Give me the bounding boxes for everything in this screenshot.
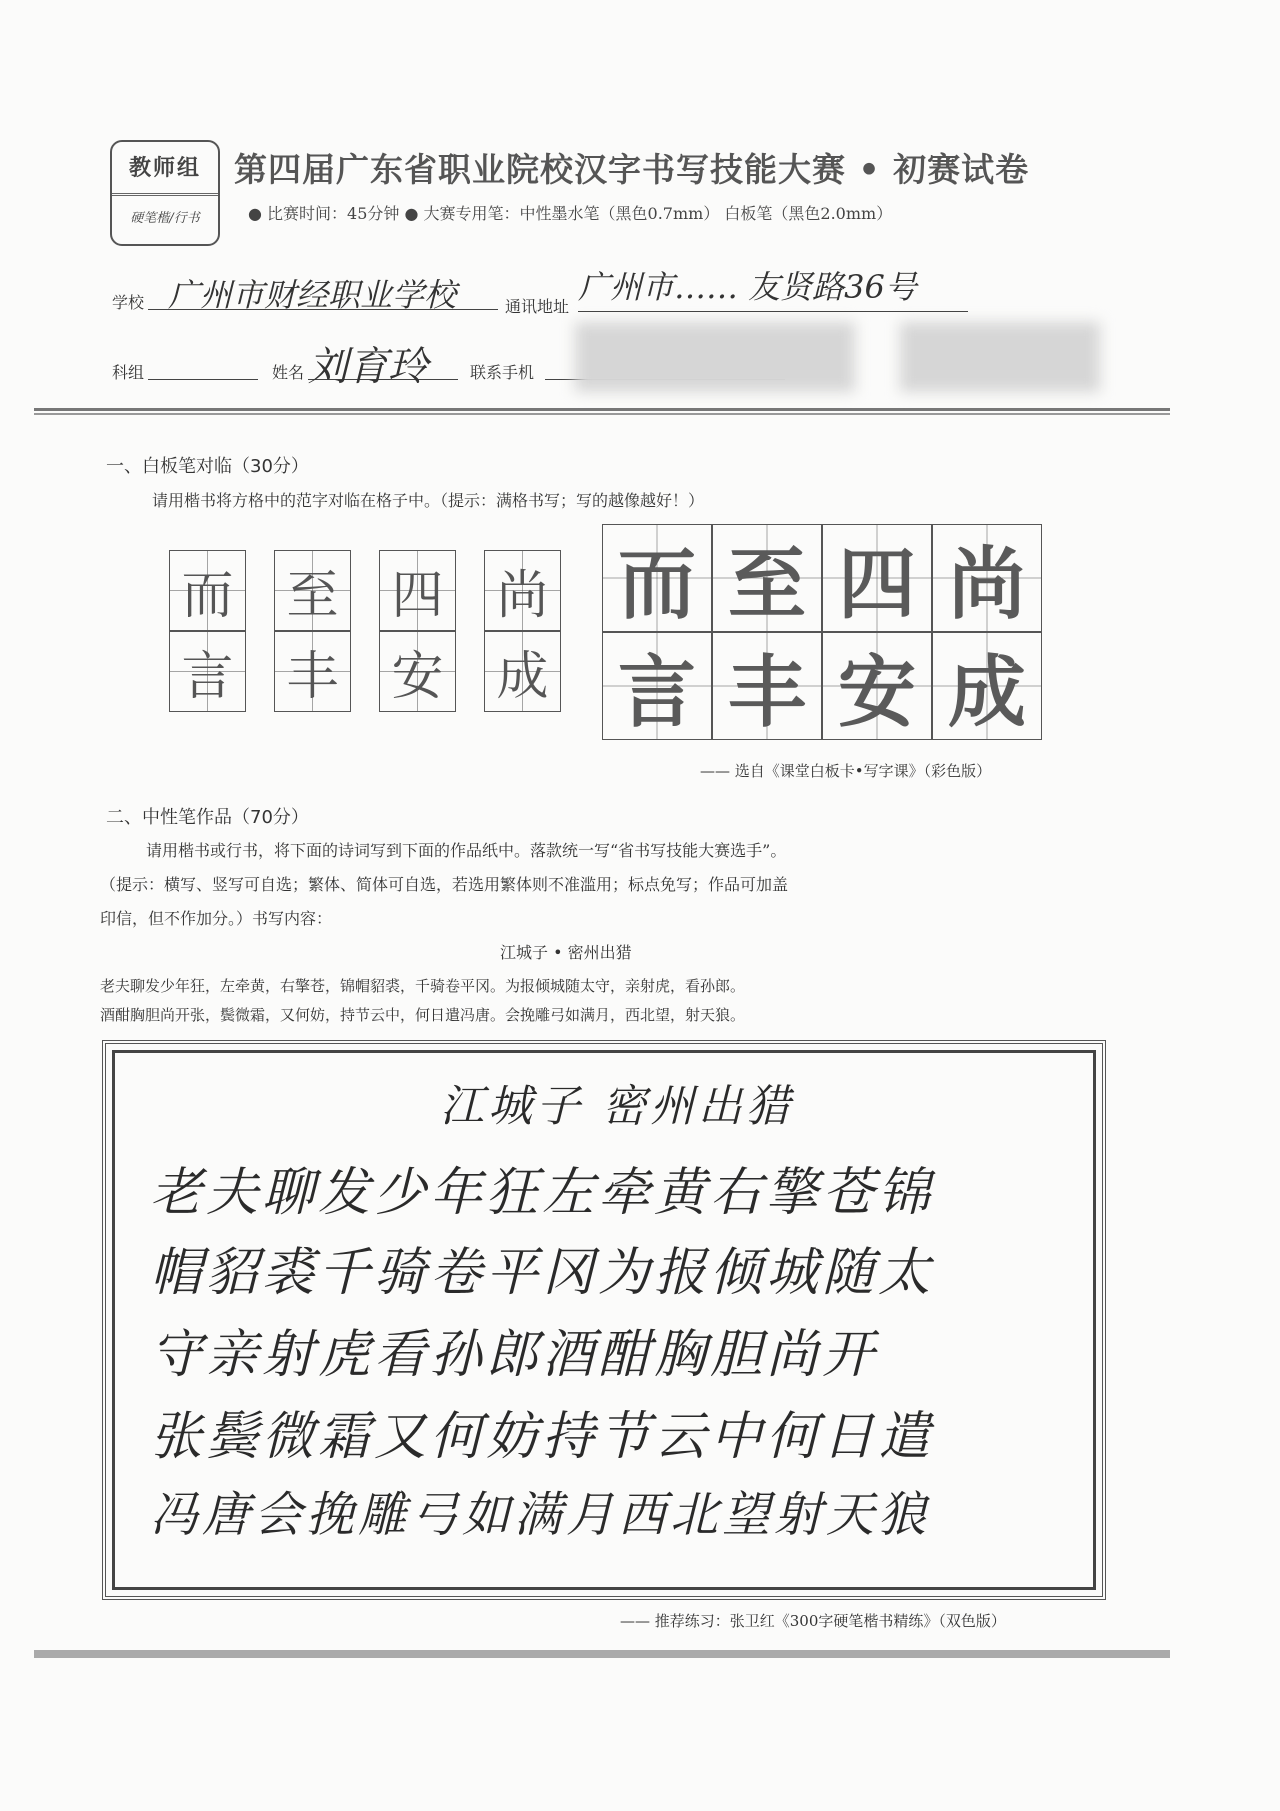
handwritten-title: 江城子 密州出猎 xyxy=(440,1081,794,1132)
badge-bottom: 硬笔楷/行书 xyxy=(130,211,200,226)
model-char: 安 xyxy=(822,632,932,740)
teacher-group-badge xyxy=(110,140,220,246)
model-char: 言 xyxy=(602,632,712,740)
section1-caption: —— 选自《课堂白板卡•写字课》（彩色版） xyxy=(700,762,992,780)
model-char: 至 xyxy=(712,524,822,632)
handwritten-line: 守亲射虎看孙郎酒酣胸胆尚开 xyxy=(150,1325,879,1385)
practice-cell[interactable]: 尚 xyxy=(484,550,561,631)
address-label: 通讯地址 xyxy=(505,297,570,316)
bottom-divider xyxy=(34,1650,1170,1658)
redaction xyxy=(575,322,855,392)
name-field[interactable] xyxy=(308,335,458,390)
name-label: 姓名 xyxy=(272,363,305,382)
practice-cell[interactable]: 丰 xyxy=(274,631,351,712)
handwritten-line: 帽貂裘千骑卷平冈为报倾城随太 xyxy=(150,1243,935,1303)
section2-para: 印信，但不作加分。）书写内容： xyxy=(100,909,333,928)
practice-cell[interactable]: 四 xyxy=(379,550,456,631)
group-label: 科组 xyxy=(112,363,145,382)
school-label: 学校 xyxy=(112,293,145,312)
subtitle: ● 比赛时间：45分钟 ● 大赛专用笔：中性墨水笔（黑色0.7mm） 白板笔（黑色2.0mm） xyxy=(248,204,893,223)
address-field[interactable] xyxy=(578,262,968,312)
handwritten-line: 冯唐会挽雕弓如满月西北望射天狼 xyxy=(150,1487,931,1543)
section2-heading: 二、中性笔作品（70分） xyxy=(106,807,309,828)
school-field[interactable] xyxy=(148,270,498,314)
section2-para: 请用楷书或行书，将下面的诗词写到下面的作品纸中。落款统一写“省书写技能大赛选手”。 xyxy=(146,841,787,860)
handwritten-line: 张鬓微霜又何妨持节云中何日遣 xyxy=(150,1407,935,1467)
phone-label: 联系手机 xyxy=(470,363,535,382)
practice-cell[interactable]: 至 xyxy=(274,550,351,631)
model-char: 尚 xyxy=(932,524,1042,632)
model-char: 四 xyxy=(822,524,932,632)
school-value: 广州市财经职业学校 xyxy=(168,276,457,314)
poem-line: 酒酣胸胆尚开张，鬓微霜，又何妨，持节云中，何日遣冯唐。会挽雕弓如满月，西北望，射天狼。 xyxy=(100,1006,746,1024)
divider xyxy=(34,408,1170,415)
model-char: 丰 xyxy=(712,632,822,740)
model-char: 成 xyxy=(932,632,1042,740)
badge-top: 教师组 xyxy=(112,142,218,196)
name-value: 刘育玲 xyxy=(308,344,428,390)
poem-line: 老夫聊发少年狂，左牵黄，右擎苍，锦帽貂裘，千骑卷平冈。为报倾城随太守，亲射虎，看孙郎。 xyxy=(100,977,746,995)
section1-instruction: 请用楷书将方格中的范字对临在格子中。（提示：满格书写；写的越像越好！） xyxy=(152,491,705,510)
address-value: 广州市…… 友贤路36号 xyxy=(578,268,917,306)
section2-para: （提示：横写、竖写可自选；繁体、简体可自选，若选用繁体则不准滥用；标点免写；作品可加盖 xyxy=(100,875,789,894)
poem-title: 江城子 • 密州出猎 xyxy=(500,943,632,962)
section1-heading: 一、白板笔对临（30分） xyxy=(106,456,309,477)
model-char: 而 xyxy=(602,524,712,632)
practice-cell[interactable]: 而 xyxy=(169,550,246,631)
group-field[interactable] xyxy=(148,360,258,380)
practice-cell[interactable]: 言 xyxy=(169,631,246,712)
redaction xyxy=(900,322,1100,392)
page-title: 第四届广东省职业院校汉字书写技能大赛 • 初赛试卷 xyxy=(234,150,1030,189)
section2-caption: —— 推荐练习：张卫红《300字硬笔楷书精练》（双色版） xyxy=(620,1612,1006,1630)
practice-grid xyxy=(169,550,561,712)
practice-cell[interactable]: 安 xyxy=(379,631,456,712)
model-grid xyxy=(602,524,1042,740)
practice-cell[interactable]: 成 xyxy=(484,631,561,712)
handwritten-line: 老夫聊发少年狂左牵黄右擎苍锦 xyxy=(150,1163,935,1223)
